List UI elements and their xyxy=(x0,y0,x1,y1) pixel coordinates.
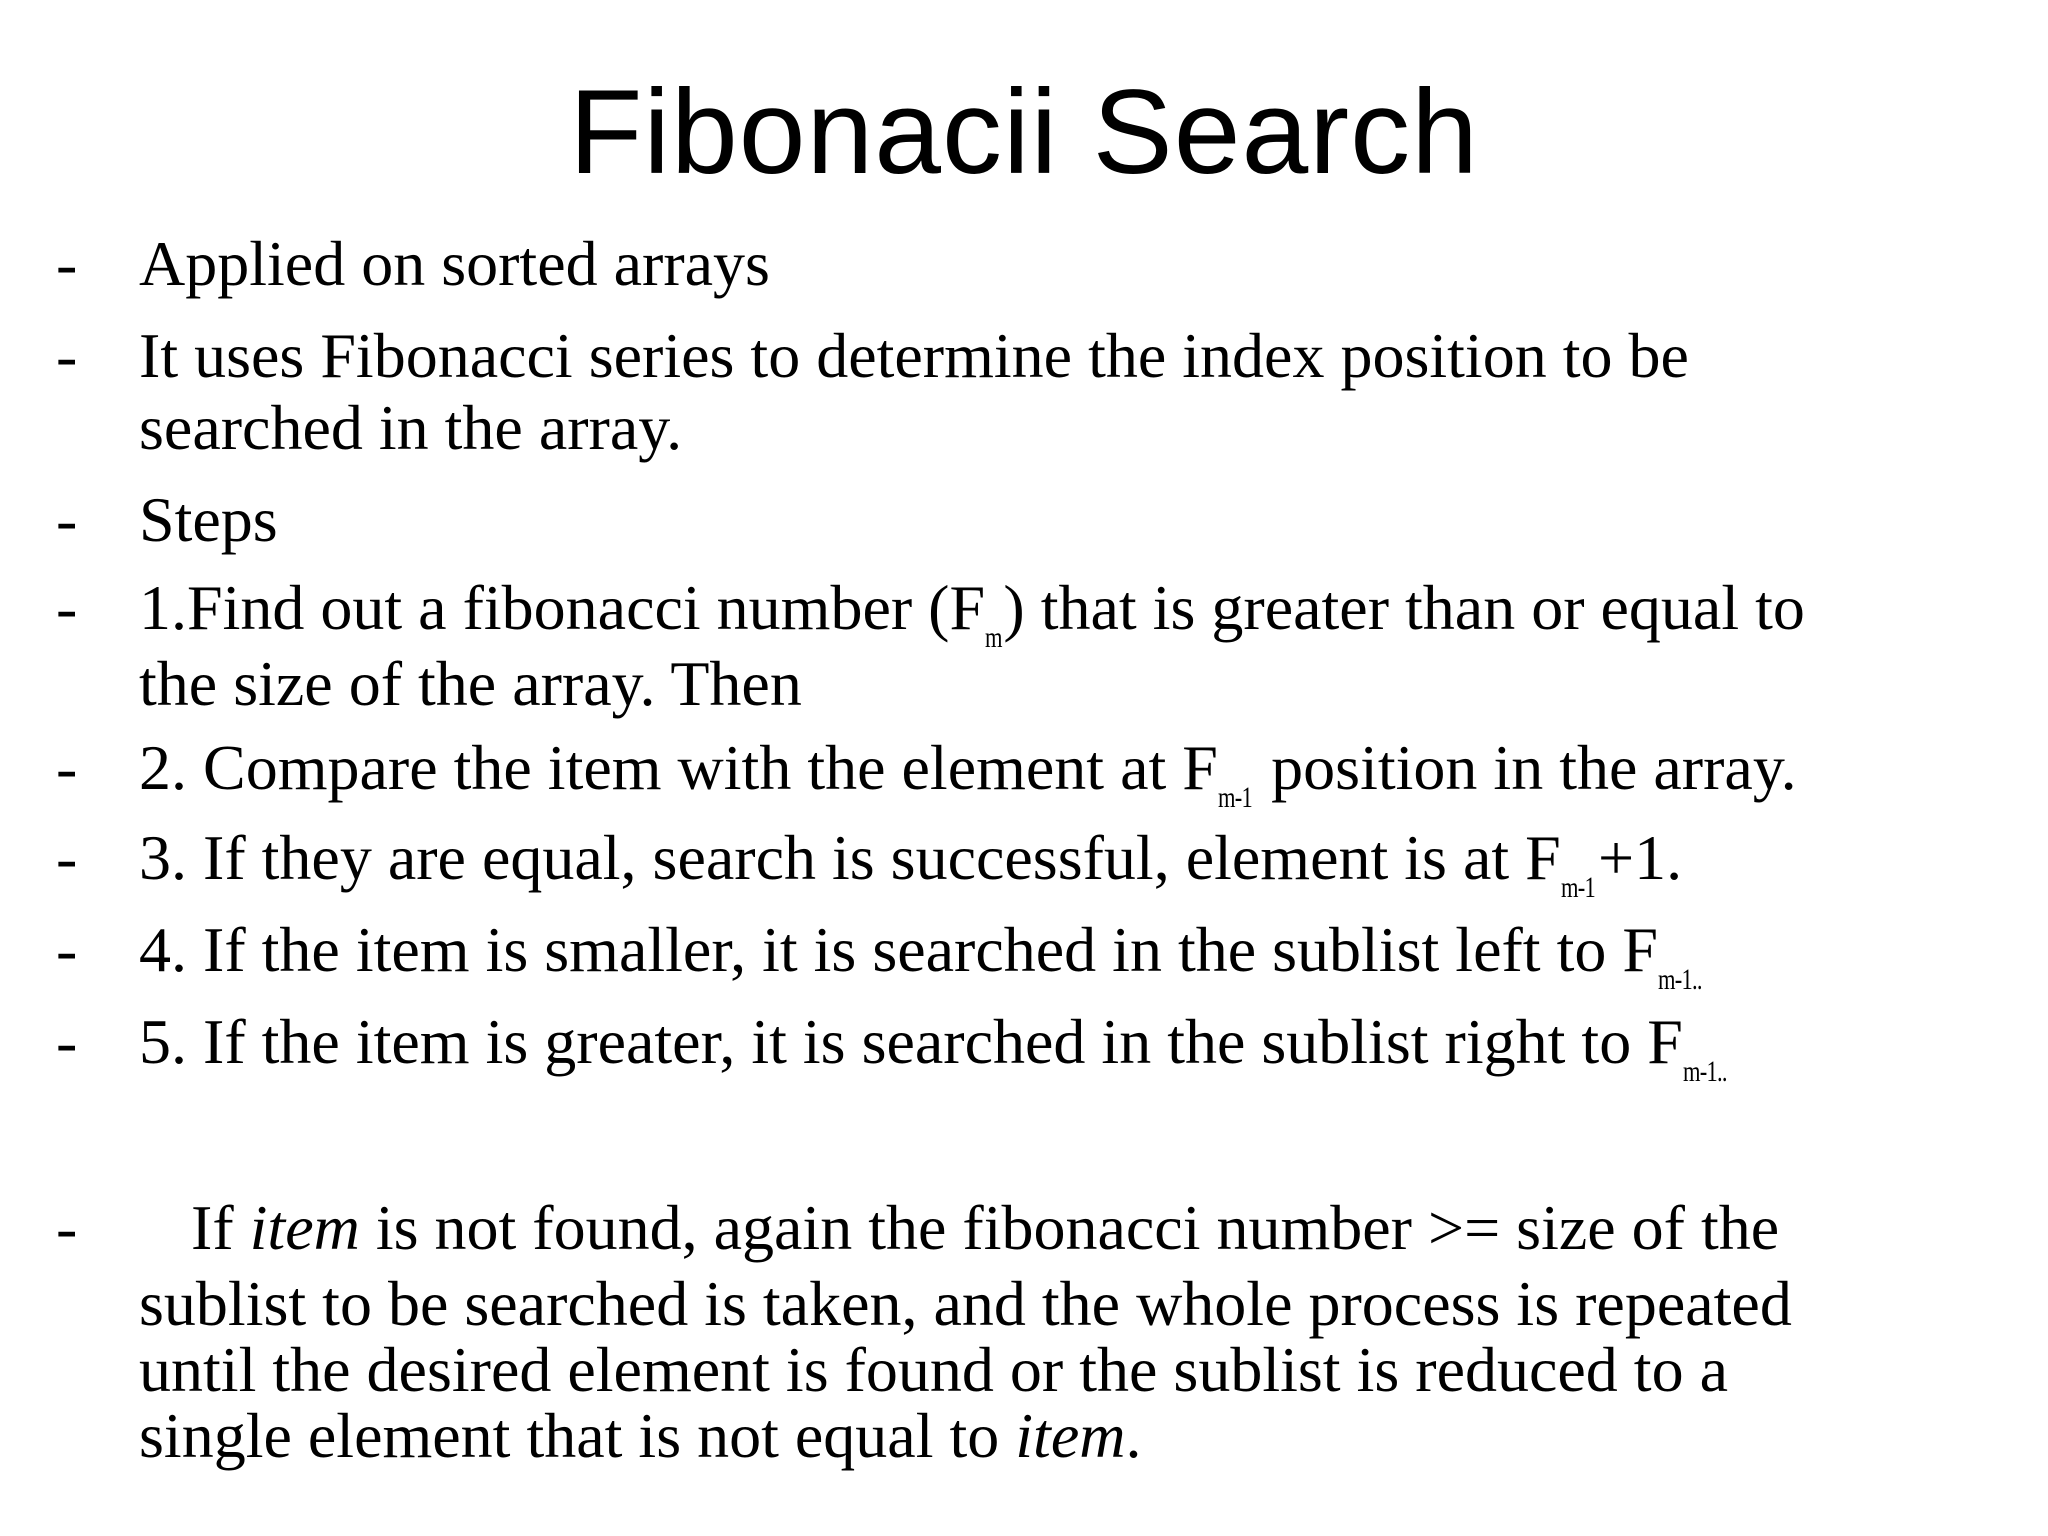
bullet-dash: - xyxy=(56,822,78,893)
step-1-line2: the size of the array. Then xyxy=(139,648,802,719)
subscript-m-1-dots: m-1.. xyxy=(1682,1055,1727,1088)
step-2-text-b: position in the array. xyxy=(1255,732,1797,803)
subscript-m-1: m-1 xyxy=(1560,871,1595,904)
bullet-steps: Steps xyxy=(139,484,278,555)
slide-title: Fibonacii Search xyxy=(569,65,1479,199)
step-3-text-a: 3. If they are equal, search is successful, element is at F xyxy=(139,822,1561,893)
not-found-text-c: single element that is not equal to xyxy=(139,1400,1016,1471)
bullet-dash: - xyxy=(56,320,78,391)
bullet-dash: - xyxy=(56,228,78,299)
step-1-line1 xyxy=(139,572,1805,654)
bullet-dash: - xyxy=(56,1006,78,1077)
not-found-text-a: If xyxy=(191,1192,250,1263)
not-found-text-d: . xyxy=(1125,1400,1142,1471)
step-3-text-b: +1. xyxy=(1598,822,1683,893)
step-4-text: 4. If the item is smaller, it is searched in the sublist left to F xyxy=(139,914,1658,985)
bullet-dash: - xyxy=(56,1192,78,1263)
bullet-fibonacci-series-line1: It uses Fibonacci series to determine the index position to be xyxy=(139,320,1689,391)
step-2-text-a: 2. Compare the item with the element at F xyxy=(139,732,1218,803)
not-found-text-b: is not found, again the fibonacci number >= size of the xyxy=(359,1192,1780,1263)
not-found-line3: until the desired element is found or the sublist is reduced to a xyxy=(139,1334,1728,1405)
subscript-m: m xyxy=(985,621,1002,654)
subscript-m-1-dots: m-1.. xyxy=(1657,963,1702,996)
step-2 xyxy=(139,732,1797,814)
not-found-line1 xyxy=(191,1192,1780,1263)
bullet-dash: - xyxy=(56,484,78,555)
bullet-dash: - xyxy=(56,572,78,643)
step-5 xyxy=(139,1006,1729,1088)
bullet-fibonacci-series-line2: searched in the array. xyxy=(139,392,683,463)
step-3 xyxy=(139,822,1683,904)
step-1-text-b: ) that is greater than or equal to xyxy=(1003,572,1805,643)
step-5-text: 5. If the item is greater, it is searched in the sublist right to F xyxy=(139,1006,1683,1077)
item-italic: item xyxy=(1015,1400,1126,1471)
subscript-m-1: m-1 xyxy=(1217,781,1252,814)
item-italic: item xyxy=(249,1192,360,1263)
not-found-line2: sublist to be searched is taken, and the whole process is repeated xyxy=(139,1268,1792,1339)
bullet-dash: - xyxy=(56,914,78,985)
bullet-dash: - xyxy=(56,732,78,803)
step-1-text-a: 1.Find out a fibonacci number (F xyxy=(139,572,986,643)
not-found-line4 xyxy=(139,1400,1142,1471)
bullet-applied-sorted: Applied on sorted arrays xyxy=(139,228,770,299)
step-4 xyxy=(139,914,1704,996)
